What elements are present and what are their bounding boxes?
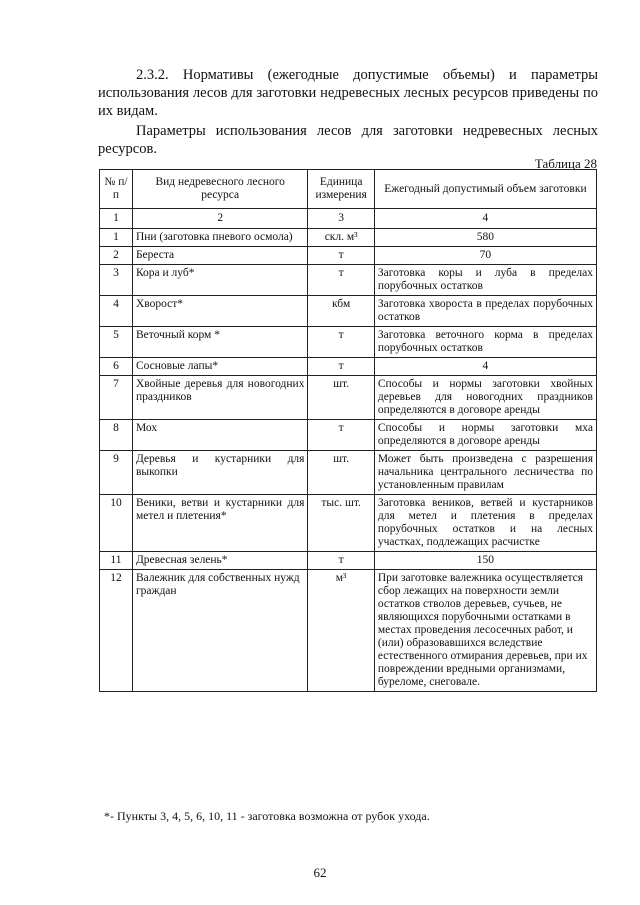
row-no: 11	[100, 552, 133, 570]
row-unit: т	[308, 358, 374, 376]
row-unit: т	[308, 327, 374, 358]
table-header-row	[100, 170, 597, 209]
row-no: 2	[100, 247, 133, 265]
row-no: 4	[100, 296, 133, 327]
row-volume: Способы и нормы заготовки хвойных деревьев для новогодних праздников определяются в договоре аренды	[374, 376, 596, 420]
resources-table	[99, 169, 597, 692]
row-volume: Заготовка веточного корма в пределах порубочных остатков	[374, 327, 596, 358]
column-numbers-row	[100, 209, 597, 229]
row-resource: Валежник для собственных нужд граждан	[132, 570, 308, 692]
row-no: 1	[100, 229, 133, 247]
row-no: 9	[100, 451, 133, 495]
table-row	[100, 495, 597, 552]
row-volume: Заготовка веников, ветвей и кустарников для метел и плетения в пределах порубочных остатков и на лесных участках, подлежащих расчистке	[374, 495, 596, 552]
table-row	[100, 327, 597, 358]
row-no: 7	[100, 376, 133, 420]
row-unit: тыс. шт.	[308, 495, 374, 552]
row-resource: Хвойные деревья для новогодних праздников	[132, 376, 308, 420]
column-number: 1	[100, 209, 133, 229]
table-row	[100, 296, 597, 327]
row-resource: Кора и луб*	[132, 265, 308, 296]
row-resource: Мох	[132, 420, 308, 451]
row-resource: Хворост*	[132, 296, 308, 327]
table-row	[100, 265, 597, 296]
row-unit: м³	[308, 570, 374, 692]
row-volume: При заготовке валежника осуществляется сбор лежащих на поверхности земли остатков стволов деревьев, сучьев, не являющихся порубочными остатками в местах проведения лесосечных работ, и (или) образовавшихся вследствие естественного отмирания деревьев, при их повреждении вредными организмами, буреломе, снеговале.	[374, 570, 596, 692]
table-footnote: *- Пункты 3, 4, 5, 6, 10, 11 - заготовка возможна от рубок ухода.	[104, 809, 430, 823]
table-row	[100, 420, 597, 451]
column-number: 2	[132, 209, 308, 229]
row-no: 6	[100, 358, 133, 376]
intro-paragraph-2: Параметры использования лесов для заготовки недревесных лесных ресурсов.	[98, 123, 598, 157]
intro-paragraph-1: 2.3.2. Нормативы (ежегодные допустимые объемы) и параметры использования лесов для заготовки недревесных лесных ресурсов приведены по их видам.	[98, 67, 598, 119]
table-row	[100, 451, 597, 495]
row-no: 10	[100, 495, 133, 552]
table-row	[100, 358, 597, 376]
row-no: 3	[100, 265, 133, 296]
row-resource: Береста	[132, 247, 308, 265]
row-volume: 580	[374, 229, 596, 247]
row-unit: т	[308, 552, 374, 570]
row-unit: скл. м³	[308, 229, 374, 247]
table-row	[100, 247, 597, 265]
row-volume: Заготовка хвороста в пределах порубочных остатков	[374, 296, 596, 327]
row-volume: 70	[374, 247, 596, 265]
row-no: 12	[100, 570, 133, 692]
table-row	[100, 376, 597, 420]
row-unit: шт.	[308, 451, 374, 495]
row-volume: 4	[374, 358, 596, 376]
table-row	[100, 570, 597, 692]
row-resource: Веники, ветви и кустарники для метел и плетения*	[132, 495, 308, 552]
row-no: 8	[100, 420, 133, 451]
row-resource: Древесная зелень*	[132, 552, 308, 570]
row-resource: Деревья и кустарники для выкопки	[132, 451, 308, 495]
row-unit: шт.	[308, 376, 374, 420]
row-unit: т	[308, 247, 374, 265]
table-row	[100, 229, 597, 247]
row-unit: т	[308, 265, 374, 296]
row-resource: Пни (заготовка пневого осмола)	[132, 229, 308, 247]
row-resource: Сосновые лапы*	[132, 358, 308, 376]
header-resource: Вид недревесного лесного ресурса	[132, 170, 308, 209]
row-volume: Заготовка коры и луба в пределах порубочных остатков	[374, 265, 596, 296]
column-number: 3	[308, 209, 374, 229]
row-unit: т	[308, 420, 374, 451]
header-volume: Ежегодный допустимый объем заготовки	[374, 170, 596, 209]
table-label: Таблица 28	[534, 156, 597, 171]
row-volume: 150	[374, 552, 596, 570]
column-number: 4	[374, 209, 596, 229]
header-unit: Единица измерения	[308, 170, 374, 209]
row-no: 5	[100, 327, 133, 358]
row-resource: Веточный корм *	[132, 327, 308, 358]
row-volume: Может быть произведена с разрешения начальника центрального лесничества по установленным правилам	[374, 451, 596, 495]
page-number: 62	[313, 865, 327, 880]
row-volume: Способы и нормы заготовки мха определяются в договоре аренды	[374, 420, 596, 451]
table-row	[100, 552, 597, 570]
header-no: № п/п	[100, 170, 133, 209]
row-unit: кбм	[308, 296, 374, 327]
